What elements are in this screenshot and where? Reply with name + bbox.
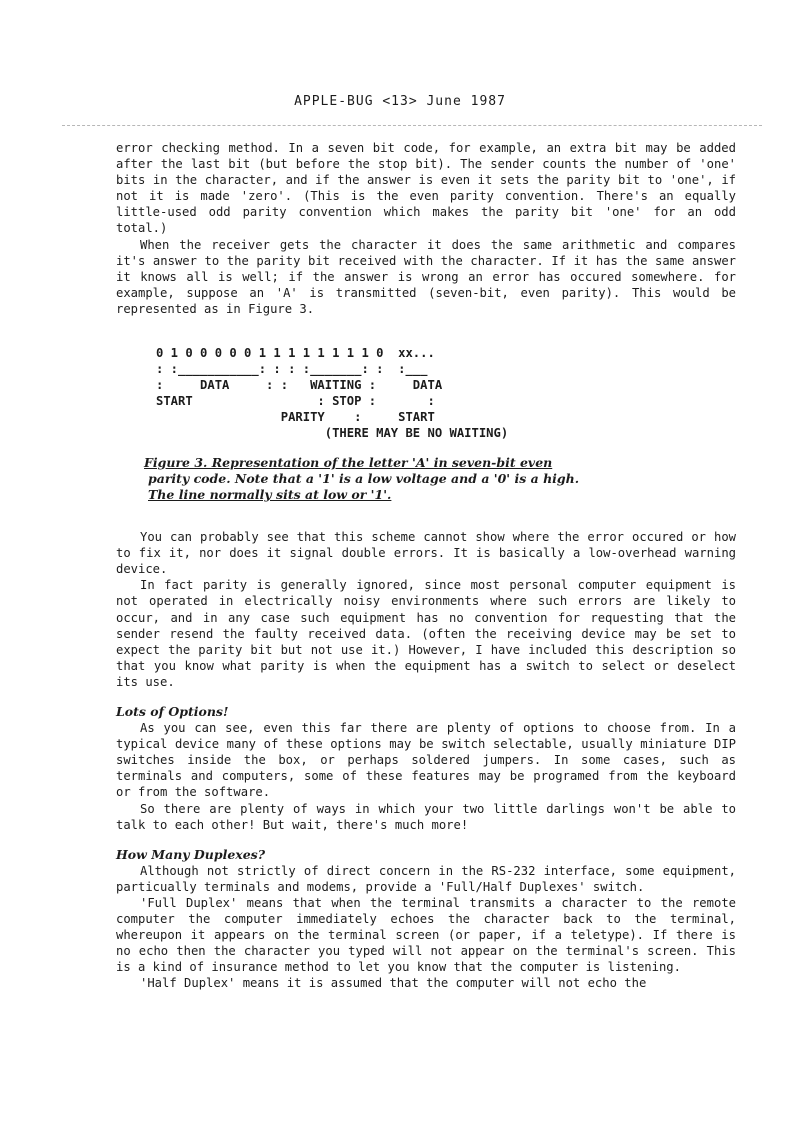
paragraph-no-error-location: You can probably see that this scheme cannot show where the error occured or how to fix it, nor does it signal double errors. It is basically a low-overhead warning device. [116,530,736,577]
paragraph-parity-ignored: In fact parity is generally ignored, since most personal computer equipment is not operated in electrically noisy environments where such errors are likely to occur, and in any case such equipment has no convention for requesting that the sender resend the faulty received data. (often the receiving device may be set to expect the parity bit but not use it.) However, I have included this description so that you know what parity is when the equipment has a switch to select or deselect its use. [116,578,736,689]
diagram-labels-data-waiting: : DATA : : WAITING : DATA [156,378,443,393]
caption-line-3: The line normally sits at low or '1'. [148,487,392,503]
figure-3-diagram [156,345,736,455]
paragraph-half-duplex: 'Half Duplex' means it is assumed that the computer will not echo the [140,976,647,991]
paragraph-options: As you can see, even this far there are plenty of options to choose from. In a typical device many of these options may be switch selectable, usually miniature DIP switches inside the box, or perhaps soldered jumpers. In some cases, such as terminals and computers, some of these features may be programed from the keyboard or from the software. [116,721,736,800]
paragraph-duplex-intro: Although not strictly of direct concern in the RS-232 interface, some equipment, particually terminals and modems, provide a 'Full/Half Duplexes' switch. [116,863,736,894]
article-body [116,140,736,992]
paragraph-receiver-check: When the receiver gets the character it does the same arithmetic and compares it's answer to the parity bit received with the character. If it has the same answer it knows all is well; if the answer is wrong an error has occured somewhere. for example, suppose an 'A' is transmitted (seven-bit, even parity). This would be represented as in Figure 3. [116,237,736,316]
diagram-labels-parity-start: PARITY : START [156,410,435,425]
paragraph-darlings: So there are plenty of ways in which your two little darlings won't be able to talk to each other! But wait, there's much more! [116,801,736,832]
caption-line-1: Figure 3. Representation of the letter 'A' in seven-bit even [144,455,553,471]
paragraph-parity-method: error checking method. In a seven bit code, for example, an extra bit may be added after the last bit (but before the stop bit). The sender counts the number of 'one' bits in the character, and if the answer is even it sets the parity bit to 'one', if not it is made 'zero'. (This is the even parity convention. There's an equally little-used odd parity convention which makes the parity bit 'one' for an odd total.) [116,141,736,236]
page-header: APPLE-BUG <13> June 1987 [294,94,506,109]
diagram-brackets: : :___________: : : :_______: : :___ [156,362,428,377]
heading-duplexes: How Many Duplexes? [116,846,266,862]
figure-3-caption [144,455,736,503]
header-rule [62,125,762,126]
diagram-labels-start-stop: START : STOP : : [156,394,435,409]
diagram-bits: 0 1 0 0 0 0 0 1 1 1 1 1 1 1 1 0 xx... [156,346,435,361]
caption-line-2: parity code. Note that a '1' is a low voltage and a '0' is a high. [148,471,580,487]
heading-lots-of-options: Lots of Options! [116,703,229,719]
paragraph-full-duplex: 'Full Duplex' means that when the terminal transmits a character to the remote computer the computer immediately echoes the character back to the terminal, whereupon it appears on the terminal screen (or paper, if a teletype). If there is no echo then the character you typed will not appear on the terminal's screen. This is a kind of insurance method to let you know that the computer is listening. [116,896,736,975]
diagram-note: (THERE MAY BE NO WAITING) [156,426,509,441]
